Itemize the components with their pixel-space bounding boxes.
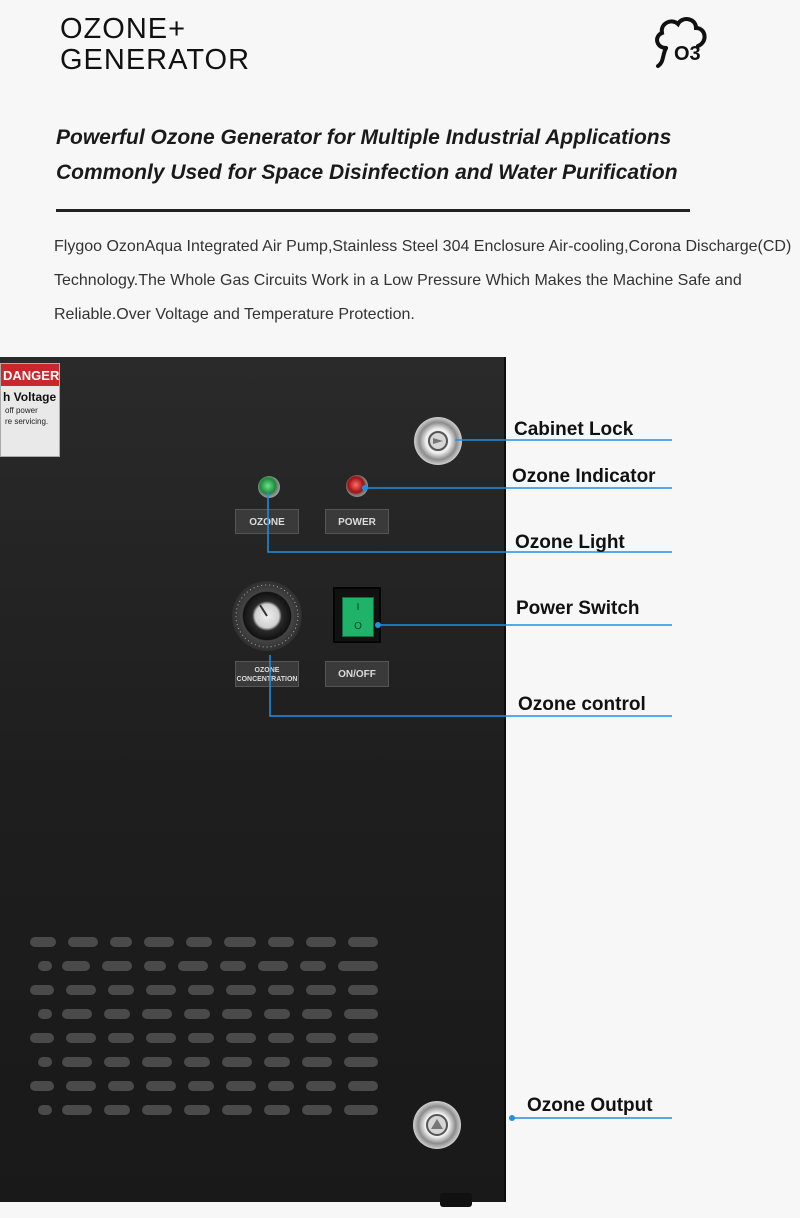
switch-on-mark: I	[356, 602, 360, 613]
ventilation-grille	[28, 933, 386, 1118]
headline-line1: Powerful Ozone Generator for Multiple Industrial Applications	[56, 126, 672, 149]
brand-title	[60, 14, 250, 76]
onoff-label-plate: ON/OFF	[325, 661, 389, 687]
rocker[interactable]	[342, 597, 374, 637]
brand-title-line1: OZONE+	[60, 13, 187, 45]
ozone-concentration-knob[interactable]	[232, 581, 302, 651]
concentration-label-line2: CONCENTRATION	[236, 676, 298, 683]
callout-ozone-output: Ozone Output	[527, 1095, 653, 1116]
leader-dot-output	[509, 1115, 515, 1121]
ozone-cloud-icon	[652, 14, 710, 68]
power-label-plate: POWER	[325, 509, 389, 534]
switch-off-mark: O	[354, 621, 362, 632]
danger-line3: re servicing.	[5, 417, 49, 426]
ozone-indicator-light	[258, 476, 280, 498]
power-indicator-light	[346, 475, 368, 497]
product-description: Flygoo OzonAqua Integrated Air Pump,Stainless Steel 304 Enclosure Air-cooling,Corona Discharge(CD) Technology.The Whole Gas Circuits Work in a Low Pressure Which Makes the Machine Safe and Reliable.Over Voltage and Temperature Protection.	[54, 238, 792, 323]
danger-band: DANGER	[1, 364, 59, 386]
concentration-label-line1: OZONE	[254, 667, 280, 674]
ozone-label-plate: OZONE	[235, 509, 299, 534]
power-rocker-switch[interactable]	[333, 587, 381, 643]
callout-ozone-light: Ozone Light	[515, 532, 625, 553]
callout-ozone-control: Ozone control	[518, 694, 646, 715]
callout-ozone-indicator: Ozone Indicator	[512, 466, 656, 487]
ozone-output-port	[413, 1101, 461, 1149]
danger-line2: off power	[5, 406, 38, 415]
callout-cabinet-lock: Cabinet Lock	[514, 419, 634, 440]
divider	[56, 209, 690, 212]
brand-title-line2: GENERATOR	[60, 44, 251, 76]
concentration-label-plate	[235, 661, 299, 687]
lock-icon	[414, 417, 462, 465]
cabinet-foot	[440, 1193, 472, 1207]
headline-line2: Commonly Used for Space Disinfection and Water Purification	[56, 161, 678, 184]
danger-line1: h Voltage	[3, 390, 57, 404]
output-port-icon	[413, 1101, 461, 1149]
cabinet-lock[interactable]	[414, 417, 462, 465]
callout-power-switch: Power Switch	[516, 598, 640, 619]
logo-text: O3	[674, 43, 701, 65]
danger-warning-label	[0, 363, 60, 457]
knob-dial-icon	[232, 581, 302, 651]
